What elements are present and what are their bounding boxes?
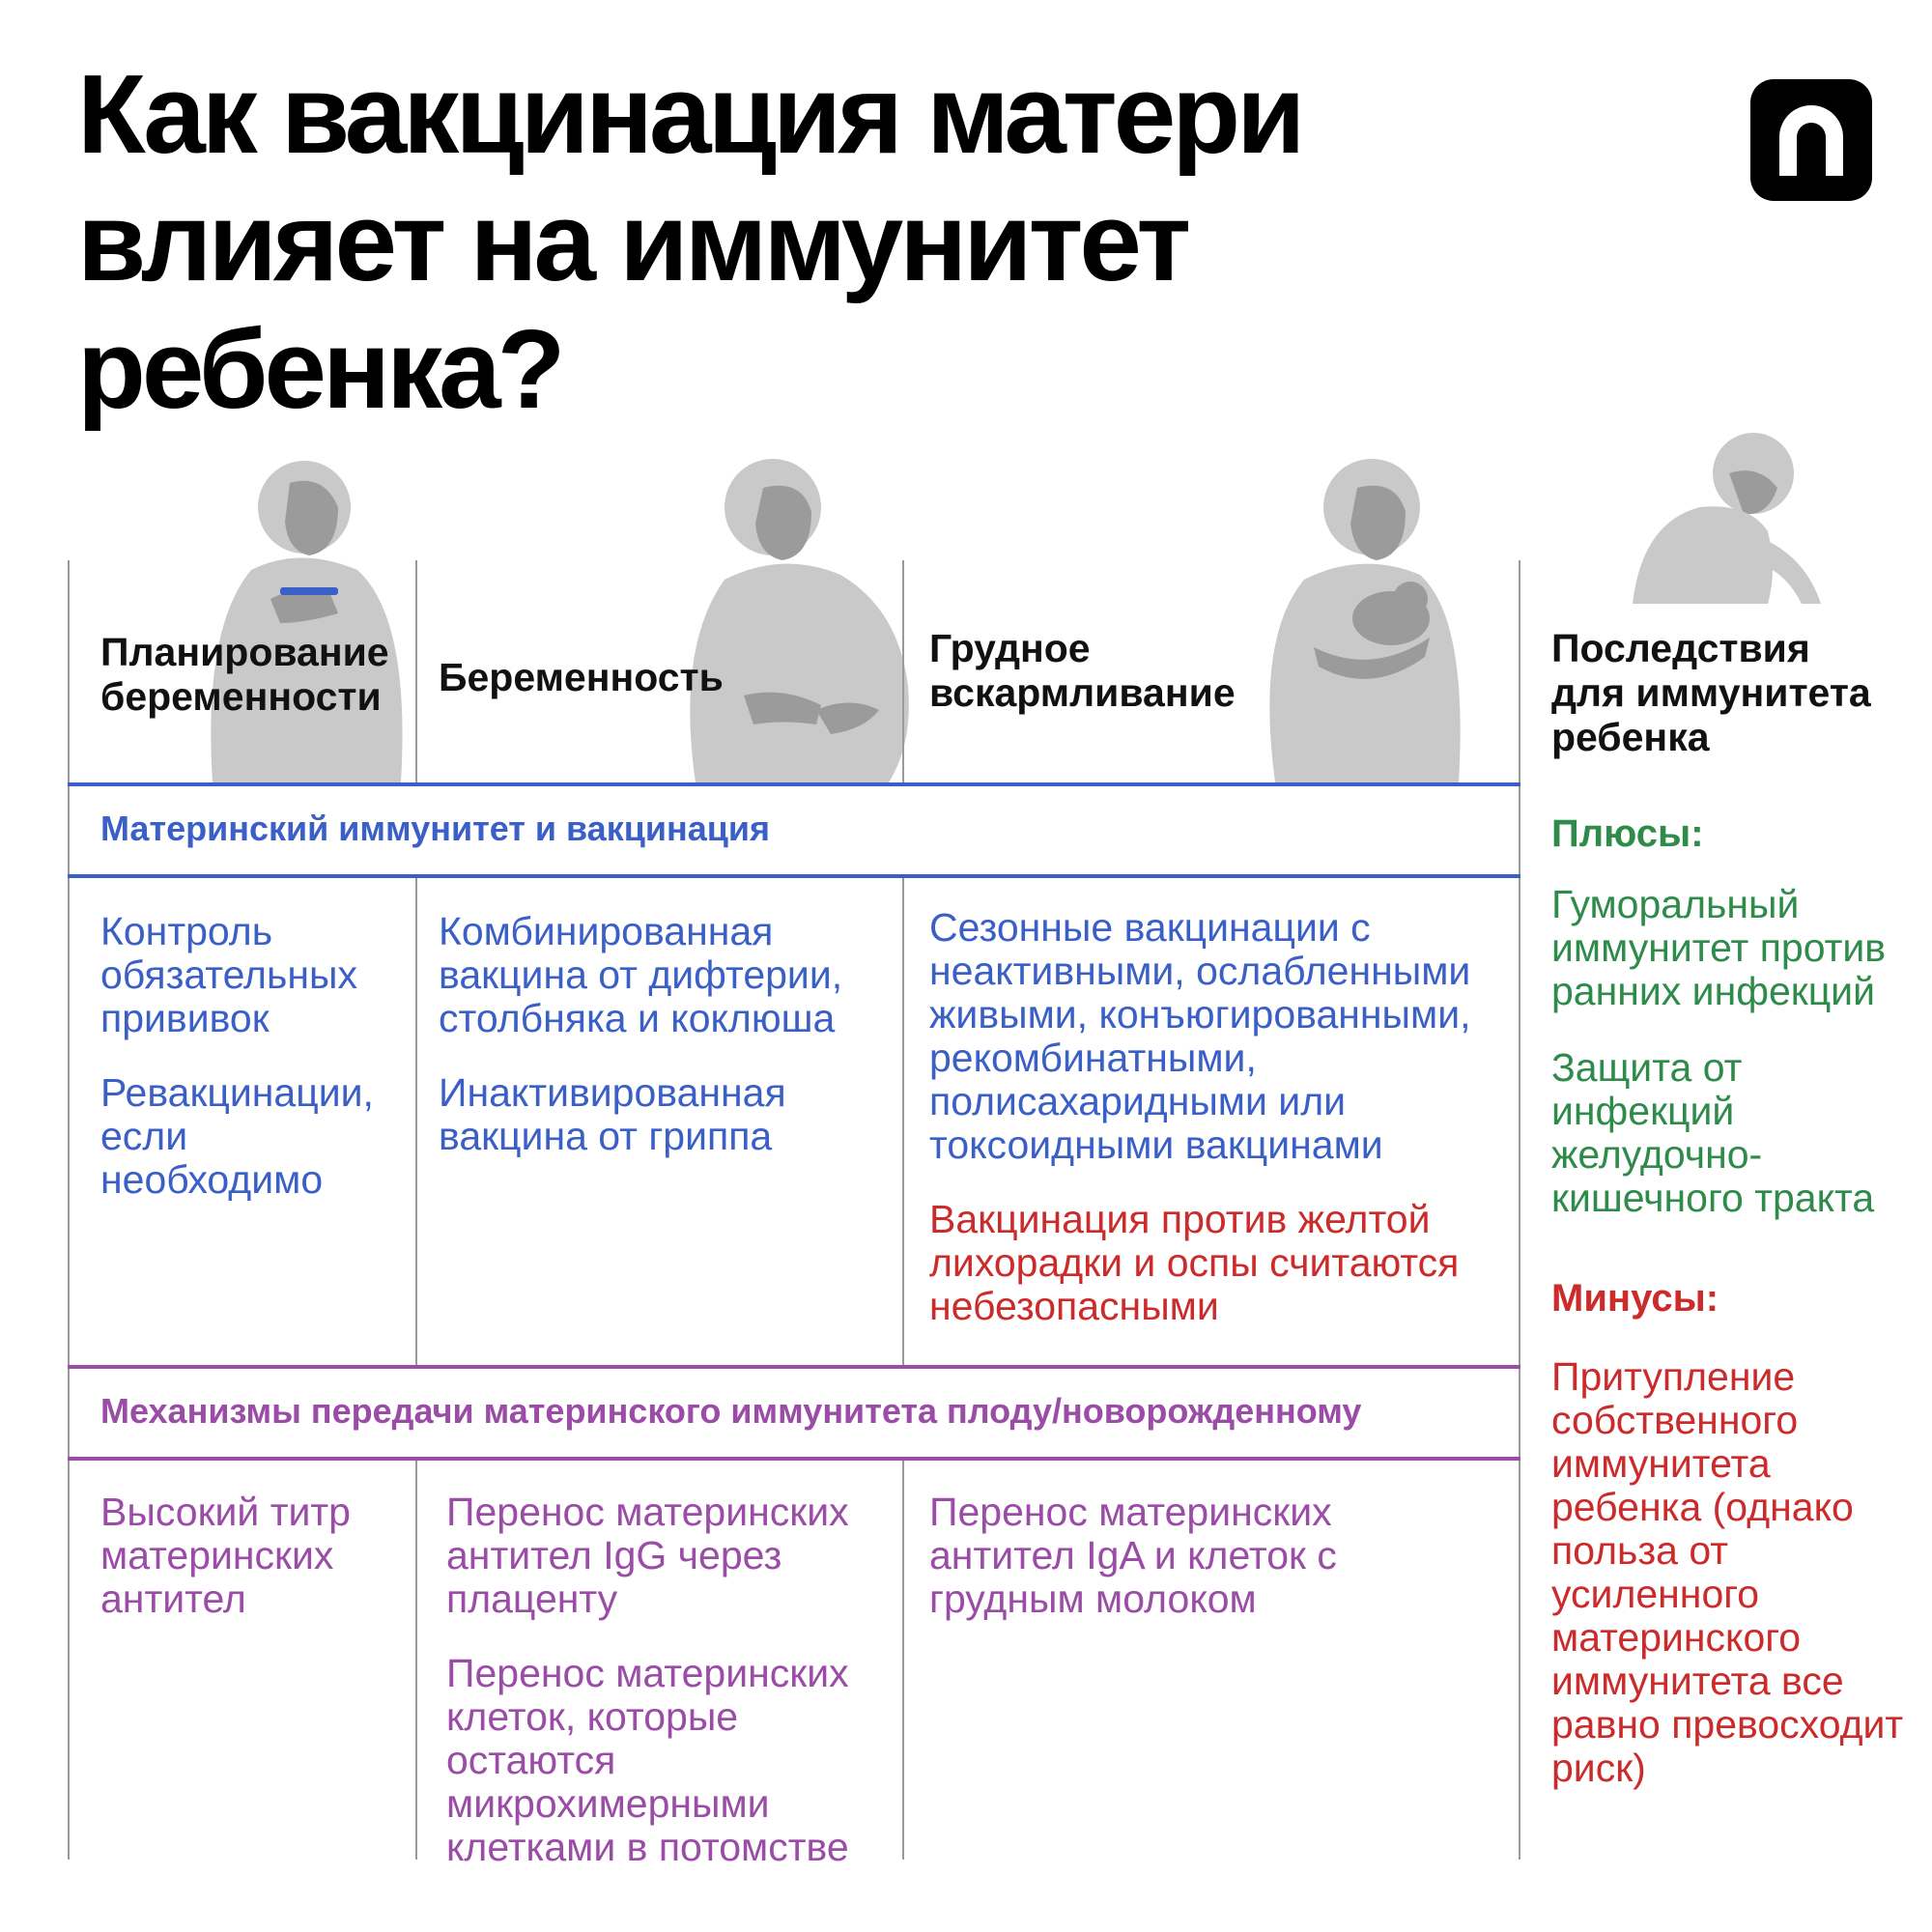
divider-purple-top [68,1365,1520,1369]
vaccination-planning-item: Контроль обязательных прививок [100,909,357,1040]
grid-line-col2-bottom [415,1459,417,1860]
vaccination-planning-cell [100,910,410,1233]
vaccination-breastfeeding-item: Сезонные вакцинации с неактивными, ослабленными живыми, конъюгированными, рекомбинатными, полисахаридными или токсоидными вакцинами [929,905,1471,1167]
n-logo-icon [1750,79,1872,201]
grid-line-col3-top [902,560,904,785]
woman-breastfeeding-figure [1246,454,1478,782]
column-header-breastfeeding: Грудное вскармливание [929,626,1236,715]
woman-pregnant-figure [657,454,927,782]
pros-label: Плюсы: [1551,812,1704,855]
transfer-planning-cell [100,1491,410,1652]
transfer-pregnancy-cell [446,1491,891,1900]
transfer-pregnancy-item: Перенос материнских антител IgG через плаценту [446,1490,849,1621]
vaccination-breastfeeding-warning: Вакцинация против желтой лихорадки и оспы считаются небезопасными [929,1197,1460,1328]
grid-line-col3-mid [902,877,904,1365]
vaccination-pregnancy-item: Комбинированная вакцина от дифтерии, столбняка и коклюша [439,909,843,1040]
divider-purple-bottom [68,1457,1520,1461]
baby-figure [1623,425,1835,609]
grid-line-col3-bottom [902,1459,904,1860]
woman-planning-figure [193,454,425,782]
title-line-1: Как вакцинация матери [77,51,1302,177]
transfer-planning-item: Высокий титр материнских антител [100,1490,351,1621]
grid-line-col2-mid [415,877,417,1365]
section-title-vaccination: Материнский иммунитет и вакцинация [100,809,771,848]
cons-label: Минусы: [1551,1277,1719,1320]
title-line-2: влияет на иммунитет [77,179,1188,304]
pros-item: Гуморальный иммунитет против ранних инфекций [1551,882,1887,1013]
grid-line-left [68,560,70,1860]
divider-blue-top [68,782,1520,786]
vaccination-planning-item: Ревакцинации, если необходимо [100,1070,374,1202]
transfer-pregnancy-item: Перенос материнских клеток, которые остаются микрохимерными клетками в потомстве [446,1651,849,1869]
divider-blue-bottom [68,874,1520,878]
page-title [77,50,1507,433]
vaccination-breastfeeding-cell [929,906,1509,1359]
column-header-planning: Планирование беременности [100,630,389,719]
section-title-transfer: Механизмы передачи материнского иммунитета плоду/новорожденному [100,1391,1362,1431]
cons-item: Притупление собственного иммунитета ребенка (однако польза от усиленного материнского иммунитета все равно превосходит риск) [1551,1354,1904,1790]
title-line-3: ребенка? [77,306,562,432]
pros-item: Защита от инфекций желудочно-кишечного тракта [1551,1045,1875,1220]
vaccination-pregnancy-cell [439,910,883,1189]
grid-line-col2-top [415,560,417,785]
consequences-column [1551,811,1918,1790]
grid-line-right [1519,560,1520,1860]
transfer-breastfeeding-item: Перенос материнских антител IgA и клеток с грудным молоком [929,1490,1337,1621]
column-header-pregnancy: Беременность [439,655,724,699]
column-header-consequences: Последствия для иммунитета ребенка [1551,626,1871,759]
transfer-breastfeeding-cell [929,1491,1393,1652]
vaccination-pregnancy-item: Инактивированная вакцина от гриппа [439,1070,786,1158]
